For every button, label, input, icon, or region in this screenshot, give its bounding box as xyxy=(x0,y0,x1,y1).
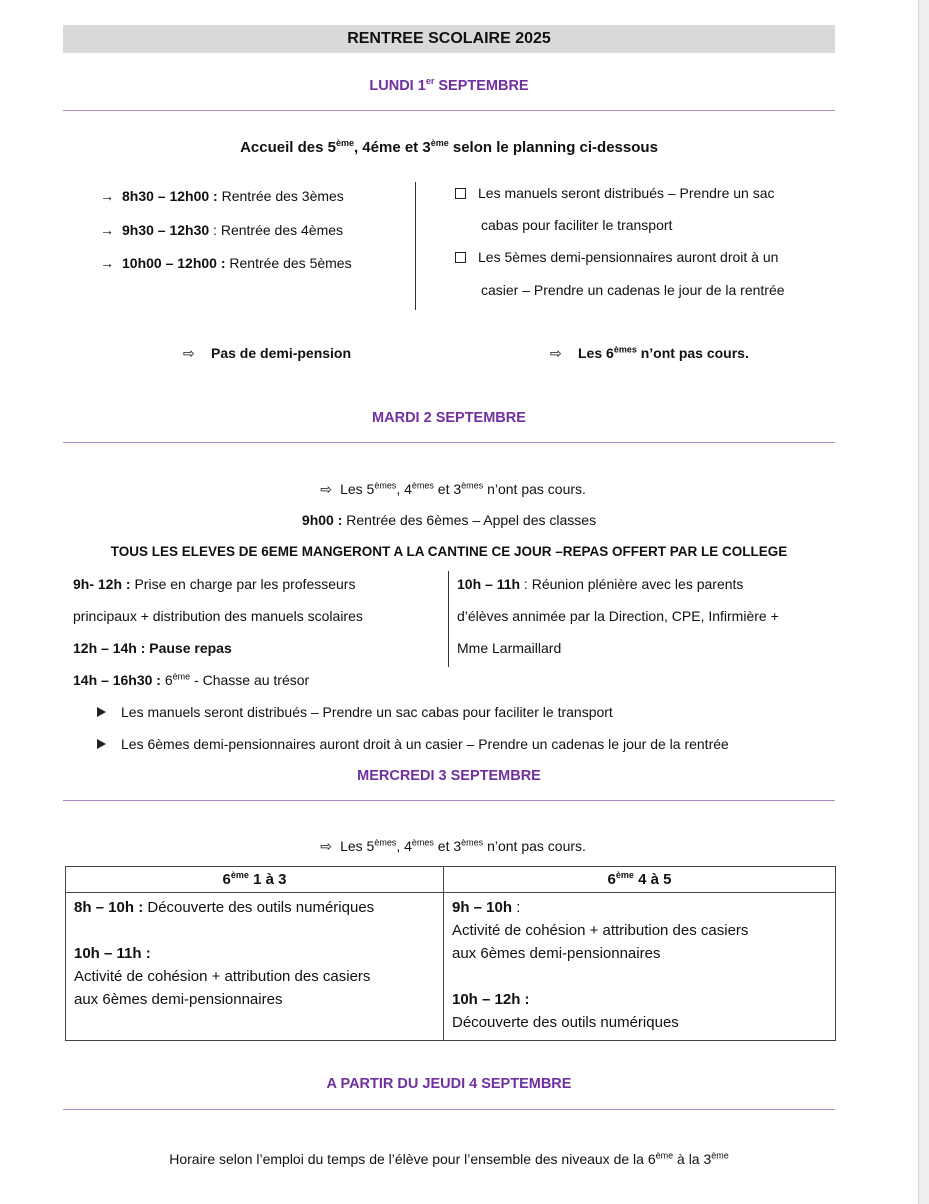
column-divider xyxy=(415,182,416,310)
tuesday-heading: MARDI 2 SEPTEMBRE xyxy=(372,410,526,426)
table-header-cell: 6ème 1 à 3 xyxy=(66,867,444,893)
table-cell-line: 9h – 10h : xyxy=(452,899,521,916)
checkbox-icon xyxy=(455,188,466,199)
arrow-right-icon: → xyxy=(100,222,114,238)
table-cell-line: Découverte des outils numériques xyxy=(452,1014,679,1031)
table-cell xyxy=(444,893,836,1041)
hollow-arrow-icon: ⇨ xyxy=(183,345,195,361)
tuesday-left-continuation: principaux + distribution des manuels scolaires xyxy=(73,608,363,624)
tuesday-right-continuation: d’élèves annimée par la Direction, CPE, Infirmière + xyxy=(457,608,779,624)
wednesday-heading: MERCREDI 3 SEPTEMBRE xyxy=(357,768,541,784)
tuesday-entry: 9h00 : Rentrée des 6èmes – Appel des classes xyxy=(301,512,597,528)
tuesday-bullet: Les 6èmes demi-pensionnaires auront droit à un casier – Prendre un cadenas le jour de la rentrée xyxy=(97,735,729,753)
wednesday-no-class: ⇨ Les 5èmes, 4èmes et 3èmes n’ont pas cours. xyxy=(63,837,835,855)
arrow-right-icon: → xyxy=(100,255,114,271)
thursday-heading: A PARTIR DU JEUDI 4 SEPTEMBRE xyxy=(326,1076,572,1092)
monday-schedule-item: → 9h30 – 12h30 : Rentrée des 4èmes xyxy=(100,222,344,238)
monday-schedule-item: → 10h00 – 12h00 : Rentrée des 5èmes xyxy=(100,255,352,271)
thursday-text: Horaire selon l’emploi du temps de l’élève pour l’ensemble des niveaux de la 6ème à la 3ème xyxy=(169,1150,729,1167)
wednesday-schedule-table xyxy=(65,866,836,1041)
tuesday-right-item: 10h – 11h : Réunion plénière avec les parents xyxy=(457,576,744,592)
monday-welcome: Accueil des 5ème, 4éme et 3ème selon le planning ci-dessous xyxy=(240,138,658,156)
tuesday-lunch: 12h – 14h : Pause repas xyxy=(73,640,232,656)
table-row xyxy=(66,893,836,1041)
table-cell-line: aux 6èmes demi-pensionnaires xyxy=(74,991,283,1008)
monday-checklist-item: Les manuels seront distribués – Prendre un sac xyxy=(455,184,775,202)
table-cell-line: 8h – 10h : Découverte des outils numériques xyxy=(74,899,375,916)
table-header-cell: 6ème 4 à 5 xyxy=(444,867,836,893)
monday-schedule-item: → 8h30 – 12h00 : Rentrée des 3èmes xyxy=(100,188,344,204)
monday-checklist-continuation: cabas pour faciliter le transport xyxy=(481,217,673,233)
monday-note-left: ⇨ Pas de demi-pension xyxy=(183,345,352,361)
monday-divider xyxy=(63,110,835,111)
monday-heading: LUNDI 1er SEPTEMBRE xyxy=(369,76,529,94)
table-cell-line: Activité de cohésion + attribution des casiers xyxy=(74,968,371,985)
monday-note-right: ⇨ Les 6èmes n’ont pas cours. xyxy=(550,344,749,361)
tuesday-divider xyxy=(63,442,835,443)
arrow-right-icon: → xyxy=(100,188,114,204)
document-title: RENTREE SCOLAIRE 2025 xyxy=(63,25,835,53)
column-divider xyxy=(448,571,449,667)
tuesday-left-item: 9h- 12h : Prise en charge par les professeurs xyxy=(73,576,356,592)
tuesday-treasure-hunt: 14h – 16h30 : 6ème - Chasse au trésor xyxy=(73,671,310,688)
monday-checklist-item: Les 5èmes demi-pensionnaires auront droit à un xyxy=(455,248,778,266)
monday-checklist-continuation: casier – Prendre un cadenas le jour de la rentrée xyxy=(481,282,785,298)
page-edge xyxy=(918,0,929,1204)
bullet-arrow-icon xyxy=(97,707,106,717)
checkbox-icon xyxy=(455,252,466,263)
tuesday-canteen-notice: TOUS LES ELEVES DE 6EME MANGERONT A LA CANTINE CE JOUR –REPAS OFFERT PAR LE COLLEGE xyxy=(110,544,788,559)
hollow-arrow-icon: ⇨ xyxy=(550,345,562,361)
tuesday-right-continuation: Mme Larmaillard xyxy=(457,640,562,656)
tuesday-bullet: Les manuels seront distribués – Prendre un sac cabas pour faciliter le transport xyxy=(97,703,613,721)
hollow-arrow-icon: ⇨ xyxy=(320,838,332,854)
table-cell xyxy=(66,893,444,1041)
wednesday-divider xyxy=(63,800,835,801)
table-cell-line: aux 6èmes demi-pensionnaires xyxy=(452,945,661,962)
table-header-row xyxy=(66,867,836,893)
hollow-arrow-icon: ⇨ xyxy=(320,481,332,497)
table-cell-line: Activité de cohésion + attribution des casiers xyxy=(452,922,749,939)
table-cell-line: 10h – 11h : xyxy=(74,945,151,962)
table-cell-line: 10h – 12h : xyxy=(452,991,530,1008)
tuesday-no-class: ⇨ Les 5èmes, 4èmes et 3èmes n’ont pas cours. xyxy=(63,480,835,498)
bullet-arrow-icon xyxy=(97,739,106,749)
thursday-divider xyxy=(63,1109,835,1110)
